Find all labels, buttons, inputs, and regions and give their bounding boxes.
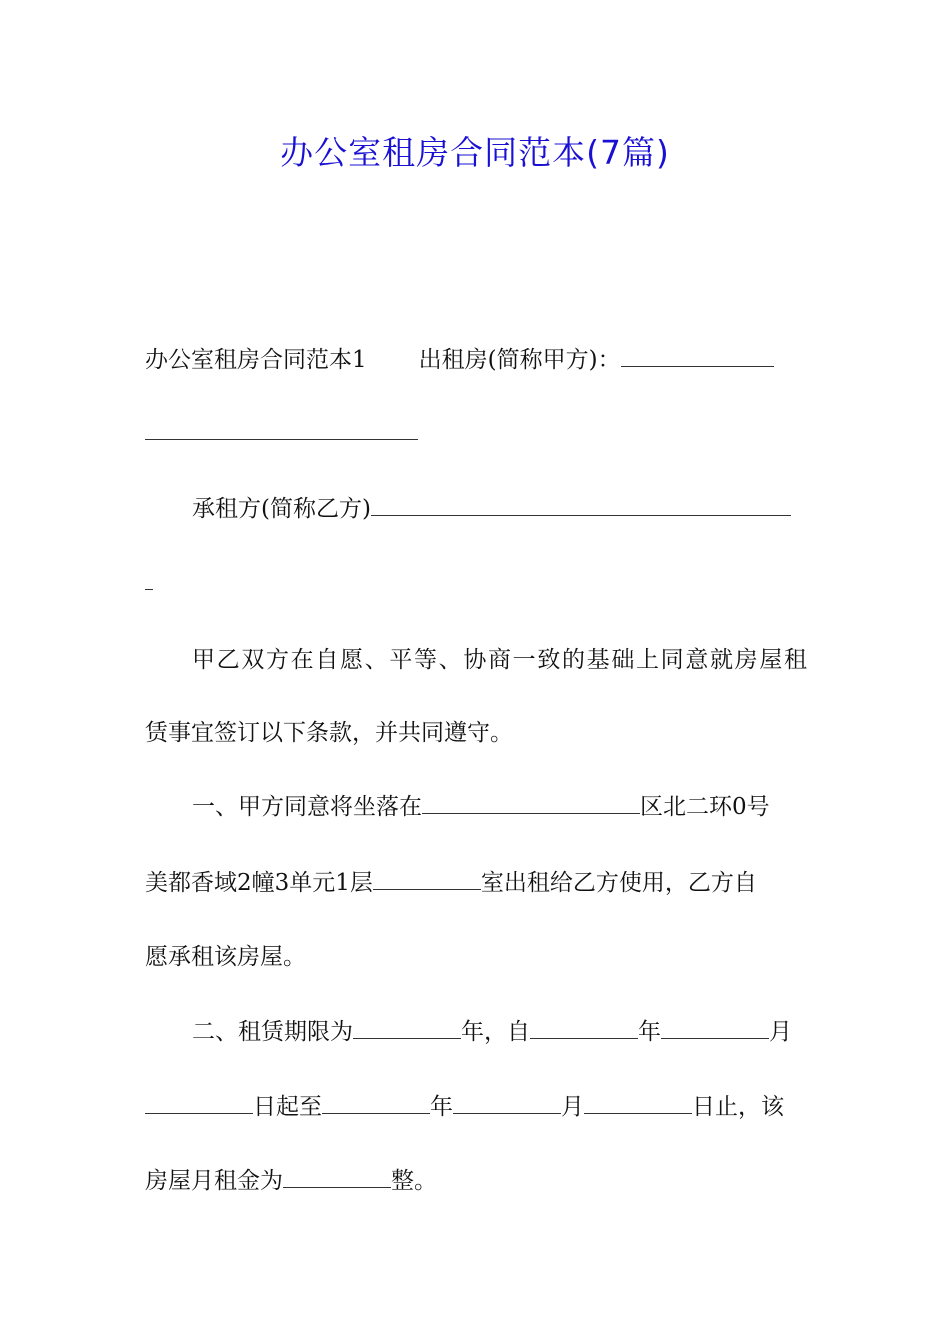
rent-amount-blank [283, 1167, 391, 1188]
end-year-blank [322, 1093, 430, 1114]
clause-1-text-c: 美都香域2幢3单元1层 [145, 870, 373, 896]
lessee-blank-2 [145, 569, 153, 590]
clause-2-text-e: 日起至 [253, 1094, 322, 1120]
lessor-blank [621, 346, 774, 367]
clause-1-line-3: 愿承租该房屋。 [145, 944, 306, 970]
rent-text-a: 房屋月租金为 [145, 1168, 283, 1194]
clause-2-line-2 [145, 1092, 807, 1122]
end-day-blank [584, 1093, 692, 1114]
clause-1-text-b: 区北二环0号 [640, 794, 770, 820]
lessor-line [145, 345, 807, 375]
clause-2-text-c: 年 [638, 1019, 661, 1045]
lessee-line [145, 494, 807, 524]
lessee-label: 承租方(简称乙方) [192, 496, 371, 522]
clause-1-text-d: 室出租给乙方使用，乙方自 [480, 870, 757, 896]
clause-2-line-3 [145, 1166, 807, 1196]
clause-2-text-a: 二、租赁期限为 [192, 1019, 353, 1045]
start-month-blank [661, 1018, 769, 1039]
end-month-blank [453, 1093, 561, 1114]
contract-heading: 办公室租房合同范本1 [145, 347, 367, 373]
rent-text-b: 整。 [391, 1168, 437, 1194]
clause-2-text-d: 月 [769, 1019, 792, 1045]
clause-1-line-2 [145, 868, 807, 898]
clause-2-text-h: 日止，该 [692, 1094, 784, 1120]
lessee-continuation [145, 568, 807, 598]
start-day-blank [145, 1093, 253, 1114]
term-years-blank [353, 1018, 461, 1039]
agreement-line-2: 赁事宜签订以下条款，并共同遵守。 [145, 720, 513, 746]
lessor-label: 出租房(简称甲方)： [418, 347, 621, 373]
lessor-blank-2 [145, 419, 418, 440]
clause-2-text-b: 年，自 [461, 1019, 530, 1045]
district-blank [422, 793, 640, 814]
clause-1-text-a: 一、甲方同意将坐落在 [192, 794, 422, 820]
clause-2-line-1 [145, 1017, 807, 1047]
lessor-continuation [145, 418, 807, 448]
clause-1-line-1 [145, 792, 807, 822]
document-title: 办公室租房合同范本(7篇) [280, 133, 670, 172]
room-blank [373, 869, 481, 890]
agreement-line-1: 甲乙双方在自愿、平等、协商一致的基础上同意就房屋租 [192, 647, 807, 673]
clause-2-text-g: 月 [561, 1094, 584, 1120]
clause-2-text-f: 年 [430, 1094, 453, 1120]
start-year-blank [530, 1018, 638, 1039]
lessee-blank [371, 495, 791, 516]
